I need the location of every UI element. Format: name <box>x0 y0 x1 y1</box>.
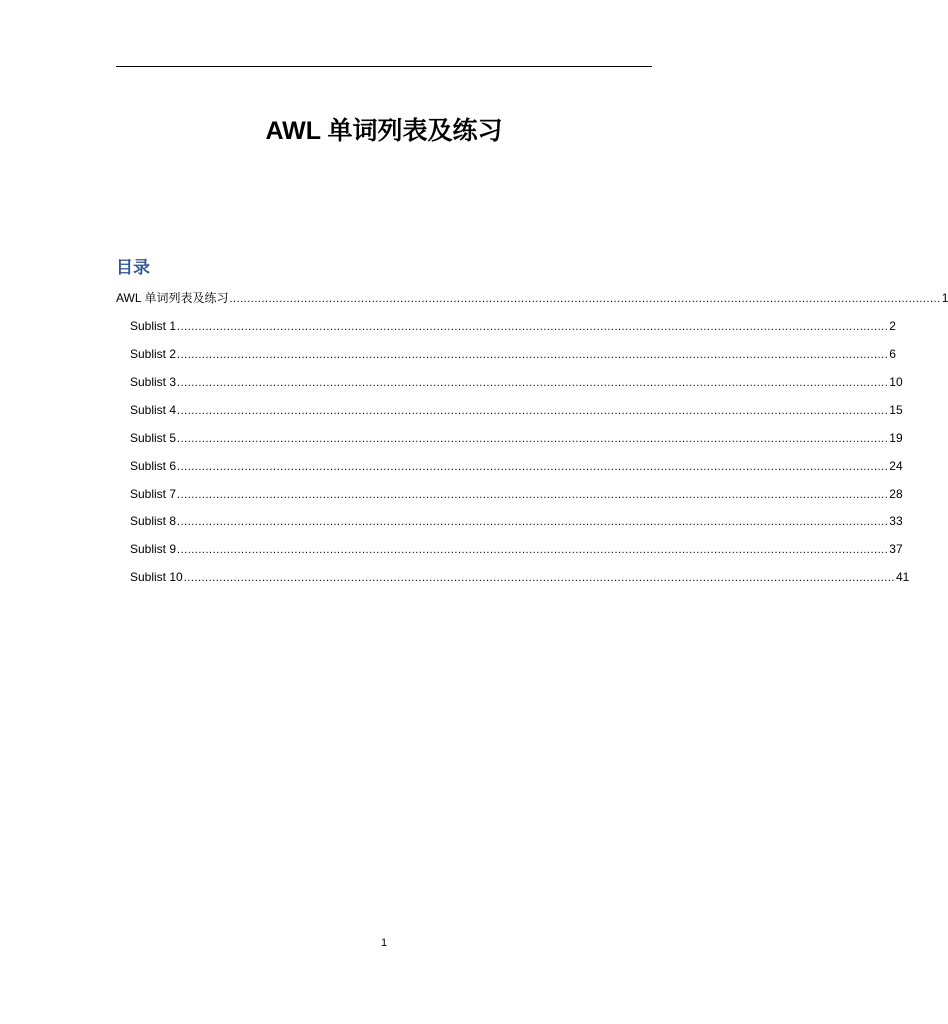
toc-entry-sublist-1[interactable] <box>130 317 896 335</box>
toc-entry-label: Sublist 6 <box>130 459 177 473</box>
toc-entry-label: Sublist 10 <box>130 570 183 584</box>
toc-entry-label: Sublist 5 <box>130 431 177 445</box>
toc-entry-sublist-3[interactable] <box>130 373 903 391</box>
dot-leader: ........................................................................................................................................................................................................ <box>177 405 889 417</box>
dot-leader: ........................................................................................................................................................................................................ <box>177 544 889 556</box>
toc-entry-label: Sublist 7 <box>130 487 177 501</box>
toc-entry-sublist-2[interactable] <box>130 345 896 363</box>
toc-heading: 目录 <box>116 258 150 277</box>
dot-leader: ........................................................................................................................................................................................................ <box>177 516 889 528</box>
toc-entry-page: 15 <box>889 403 903 417</box>
toc-entry-page: 2 <box>889 319 896 333</box>
toc-entry-page: 10 <box>889 375 903 389</box>
dot-leader: ........................................................................................................................................................................................................ <box>229 293 941 305</box>
dot-leader: ........................................................................................................................................................................................................ <box>177 349 889 361</box>
toc-entry-label: Sublist 2 <box>130 347 177 361</box>
toc-entry-page: 6 <box>889 347 896 361</box>
toc-entry-label: Sublist 8 <box>130 514 177 528</box>
toc-entry-sublist-10[interactable] <box>130 568 910 586</box>
dot-leader: ........................................................................................................................................................................................................ <box>183 572 895 584</box>
toc-entry-page: 41 <box>895 570 910 584</box>
toc-entry-page: 24 <box>889 459 903 473</box>
header-rule <box>116 66 652 67</box>
toc-entry-label: Sublist 4 <box>130 403 177 417</box>
toc-entry-label: Sublist 9 <box>130 542 177 556</box>
toc-entry-page: 1 <box>941 291 948 305</box>
dot-leader: ........................................................................................................................................................................................................ <box>177 461 889 473</box>
toc-entry-label: AWL 单词列表及练习 <box>116 291 229 305</box>
dot-leader: ........................................................................................................................................................................................................ <box>177 433 889 445</box>
page-number: 1 <box>380 937 388 949</box>
toc-entry-page: 28 <box>889 487 903 501</box>
toc-entry-page: 33 <box>889 514 903 528</box>
toc-entry-page: 37 <box>889 542 903 556</box>
toc-entry-sublist-5[interactable] <box>130 429 903 447</box>
toc-entry-title[interactable] <box>116 289 948 307</box>
toc-entry-sublist-9[interactable] <box>130 540 903 558</box>
toc-entry-sublist-6[interactable] <box>130 457 903 475</box>
toc-entry-label: Sublist 3 <box>130 375 177 389</box>
toc-entry-label: Sublist 1 <box>130 319 177 333</box>
dot-leader: ........................................................................................................................................................................................................ <box>177 489 889 501</box>
toc-entry-sublist-8[interactable] <box>130 512 903 530</box>
toc-entry-sublist-7[interactable] <box>130 485 903 503</box>
toc-entry-sublist-4[interactable] <box>130 401 903 419</box>
dot-leader: ........................................................................................................................................................................................................ <box>177 377 889 389</box>
toc-entry-page: 19 <box>889 431 903 445</box>
document-title: AWL 单词列表及练习 <box>265 117 503 145</box>
dot-leader: ........................................................................................................................................................................................................ <box>177 321 889 333</box>
